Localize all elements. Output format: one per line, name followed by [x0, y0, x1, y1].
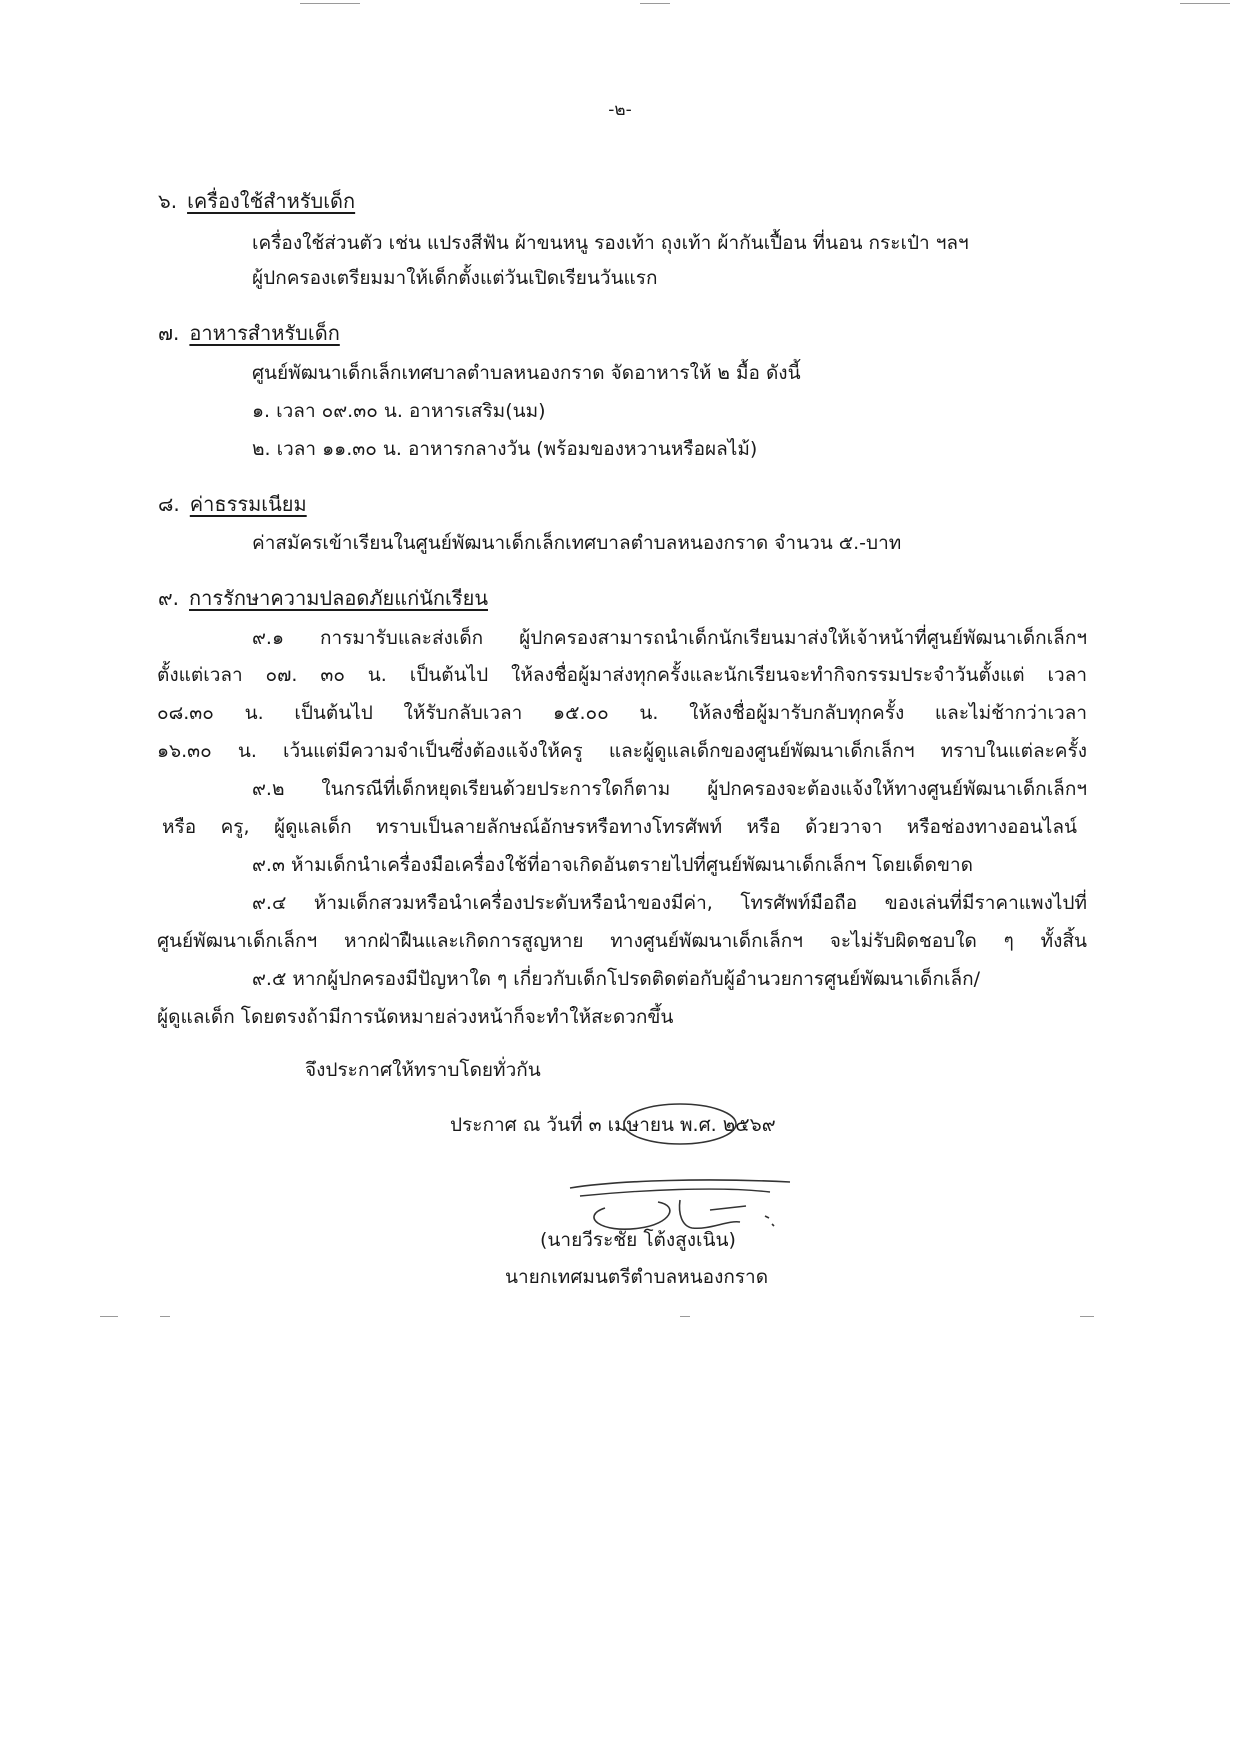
- signer-position: นายกเทศมนตรีตำบลหนองกราด: [505, 1266, 769, 1288]
- section-8-line: ค่าสมัครเข้าเรียนในศูนย์พัฒนาเด็กเล็กเทศบาลตำบลหนองกราด จำนวน ๕.-บาท: [252, 532, 902, 554]
- section-6-line: เครื่องใช้ส่วนตัว เช่น แปรงสีฟัน ผ้าขนหนู รองเท้า ถุงเท้า ผ้ากันเปื้อน ที่นอน กระเป๋า ฯลฯ: [252, 232, 969, 254]
- section-number: ๘.: [158, 492, 180, 516]
- section-number: ๗.: [158, 321, 180, 345]
- section-title: ค่าธรรมเนียม: [189, 492, 307, 516]
- announcement-line: จึงประกาศให้ทราบโดยทั่วกัน: [305, 1059, 541, 1081]
- section-title: เครื่องใช้สำหรับเด็ก: [187, 189, 356, 213]
- scan-artifact-dash: [1080, 1316, 1094, 1317]
- section-number: ๙.: [158, 586, 180, 610]
- section-7-heading: [158, 320, 340, 346]
- section-9-paragraph-line: ๙.๕ หากผู้ปกครองมีปัญหาใด ๆ เกี่ยวกับเด็กโปรดติดต่อกับผู้อำนวยการศูนย์พัฒนาเด็กเล็ก/: [252, 968, 981, 990]
- section-7-line: ศูนย์พัฒนาเด็กเล็กเทศบาลตำบลหนองกราด จัดอาหารให้ ๒ มื้อ ดังนี้: [252, 362, 801, 384]
- scan-artifact-dash: [680, 1316, 690, 1317]
- scan-artifact-dash: [100, 1316, 118, 1317]
- section-title: การรักษาความปลอดภัยแก่นักเรียน: [189, 586, 488, 610]
- section-7-line: ๒. เวลา ๑๑.๓๐ น. อาหารกลางวัน (พร้อมของหวานหรือผลไม้): [252, 438, 758, 460]
- section-9-paragraph-line: ผู้ดูแลเด็ก โดยตรงถ้ามีการนัดหมายล่วงหน้าก็จะทำให้สะดวกขึ้น: [157, 1006, 674, 1028]
- section-9-paragraph-line: หรือ ครู, ผู้ดูแลเด็ก ทราบเป็นลายลักษณ์อักษรหรือทางโทรศัพท์ หรือ ด้วยวาจา หรือช่องทางออนไลน์: [162, 816, 1077, 838]
- section-9-paragraph-line: ๙.๒ ในกรณีที่เด็กหยุดเรียนด้วยประการใดก็ตาม ผู้ปกครองจะต้องแจ้งให้ทางศูนย์พัฒนาเด็กเล็กฯ: [252, 778, 1087, 800]
- section-9-paragraph-line: ๙.๓ ห้ามเด็กนำเครื่องมือเครื่องใช้ที่อาจเกิดอันตรายไปที่ศูนย์พัฒนาเด็กเล็กฯ โดยเด็ดขาด: [252, 854, 974, 876]
- section-title: อาหารสำหรับเด็ก: [189, 321, 340, 345]
- section-9-paragraph-line: ศูนย์พัฒนาเด็กเล็กฯ หากฝ่าฝืนและเกิดการสูญหาย ทางศูนย์พัฒนาเด็กเล็กฯ จะไม่รับผิดชอบใด ๆ ทั้งสิ้น: [157, 930, 1087, 952]
- section-6-line: ผู้ปกครองเตรียมมาให้เด็กตั้งแต่วันเปิดเรียนวันแรก: [252, 267, 658, 289]
- section-9-paragraph-line: ๙.๑ การมารับและส่งเด็ก ผู้ปกครองสามารถนำเด็กนักเรียนมาส่งให้เจ้าหน้าที่ศูนย์พัฒนาเด็กเล็กฯ: [252, 627, 1087, 649]
- handwritten-date-circle: [620, 1100, 740, 1148]
- section-9-paragraph-line: ๙.๔ ห้ามเด็กสวมหรือนำเครื่องประดับหรือนำของมีค่า, โทรศัพท์มือถือ ของเล่นที่มีราคาแพงไปที่: [252, 892, 1087, 914]
- section-number: ๖.: [158, 189, 178, 213]
- section-9-paragraph-line: ตั้งแต่เวลา ๐๗. ๓๐ น. เป็นต้นไป ให้ลงชื่อผู้มาส่งทุกครั้งและนักเรียนจะทำกิจกรรมประจำวันตั้งแต่ เวลา: [157, 664, 1087, 686]
- section-6-heading: [158, 188, 355, 214]
- page-number: -๒-: [608, 100, 632, 120]
- section-9-paragraph-line: ๐๘.๓๐ น. เป็นต้นไป ให้รับกลับเวลา ๑๕.๐๐ น. ให้ลงชื่อผู้มารับกลับทุกครั้ง และไม่ช้ากว่าเวลา: [157, 702, 1087, 724]
- section-9-heading: [158, 585, 488, 611]
- scan-artifact-top: [300, 3, 360, 4]
- section-8-heading: [158, 491, 307, 517]
- scan-artifact-dash: [160, 1316, 170, 1317]
- section-9-paragraph-line: ๑๖.๓๐ น. เว้นแต่มีความจำเป็นซึ่งต้องแจ้งให้ครู และผู้ดูแลเด็กของศูนย์พัฒนาเด็กเล็กฯ ทราบในแต่ละครั้ง: [157, 740, 1087, 762]
- signer-name: (นายวีระชัย โต้งสูงเนิน): [540, 1229, 736, 1251]
- announcement-date: ประกาศ ณ วันที่ ๓ เมษายน พ.ศ. ๒๕๖๙: [450, 1114, 776, 1136]
- scan-artifact-top: [640, 3, 670, 4]
- scan-artifact-top: [1180, 3, 1230, 4]
- section-7-line: ๑. เวลา ๐๙.๓๐ น. อาหารเสริม(นม): [252, 400, 546, 422]
